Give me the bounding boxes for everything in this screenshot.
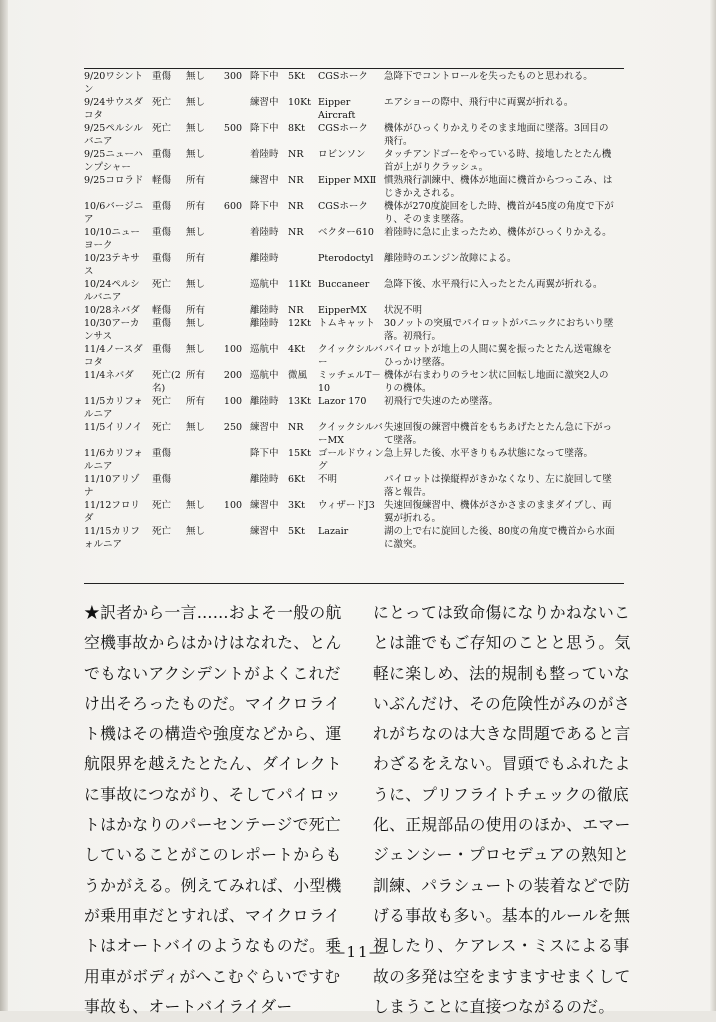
accident-ownership: 所有 <box>186 201 206 212</box>
accident-row <box>84 252 626 278</box>
accident-date: 10/30アーカンサス <box>84 318 140 342</box>
accident-phase: 着陸時 <box>250 227 279 238</box>
accident-phase: 着陸時 <box>250 149 279 160</box>
accident-wind: 微風 <box>288 370 308 381</box>
accident-altitude: 100 <box>223 500 243 511</box>
accident-result: 軽傷 <box>152 175 172 186</box>
accident-note: 慣熟飛行訓練中、機体が地面に機首からつっこみ、はじきかえされる。 <box>384 175 613 199</box>
accident-note: 機体がひっくりかえりそのまま地面に墜落。3回目の飛行。 <box>384 123 609 147</box>
accident-row <box>84 395 626 421</box>
accident-note: 離陸時のエンジン故障による。 <box>384 253 517 264</box>
accident-note: 急上昇した後、水平きりもみ状態になって墜落。 <box>384 448 594 459</box>
accident-date: 11/4ネバダ <box>84 370 134 381</box>
accident-phase: 巡航中 <box>250 344 279 355</box>
accident-result: 重傷 <box>152 318 172 329</box>
accident-result: 重傷 <box>152 474 172 485</box>
accident-ownership: 所有 <box>186 253 206 264</box>
accident-result: 死亡 <box>152 500 172 511</box>
accident-note: 失速回復練習中、機体がさかさまのままダイブし、両翼が折れる。 <box>384 500 612 524</box>
accident-phase: 練習中 <box>250 175 279 186</box>
commentary-right-text: にとっては致命傷になりかねないことは誰でもご存知のことと思う。気軽に楽しめ、法的規制も整っていないぶんだけ、その危険性がみのがされがちなのは大きな問題であると言わざるをえない。冒頭でもふれたように、プリフライトチェックの徹底化、正規部品の使用のほか、エマージェンシー・プロセデュアの熟知と訓練、パラシュートの装着などで防げる事故も多い。基本的ルールを無視したり、ケアレス・ミスによる事故の多発は空をますますせまくしてしまうことに直接つながるのだ。 <box>373 603 631 1016</box>
accident-row <box>84 473 626 499</box>
accident-date: 10/10ニューヨーク <box>84 227 140 251</box>
accident-note: 機体が右まわりのラセン状に回転し地面に激突2人のりの機体。 <box>384 370 609 394</box>
accident-row <box>84 343 626 369</box>
accident-aircraft: ベクター610 <box>318 227 374 238</box>
accident-result: 死亡 <box>152 97 172 108</box>
accident-aircraft: CGSホーク <box>318 123 368 134</box>
accident-row <box>84 447 626 473</box>
accident-date: 10/28ネバダ <box>84 305 140 316</box>
accident-note: パイロットが地上の人間に翼を振ったとたん送電線をひっかけ墜落。 <box>384 344 612 368</box>
accident-wind: 6Kt <box>288 474 305 485</box>
accident-result: 重傷 <box>152 227 172 238</box>
accident-wind: NR <box>288 149 304 160</box>
accident-aircraft: ミッチェルT－10 <box>318 370 381 394</box>
accident-date: 9/25コロラド <box>84 175 144 186</box>
accident-phase: 降下中 <box>250 123 279 134</box>
accident-date: 10/6バージニア <box>84 201 144 225</box>
accident-ownership: 無し <box>186 318 206 329</box>
accident-aircraft: ゴールドウィング <box>318 448 384 472</box>
accident-altitude: 600 <box>223 201 243 212</box>
accident-aircraft: EipperMX <box>318 305 367 316</box>
accident-ownership: 所有 <box>186 175 206 186</box>
accident-row <box>84 499 626 525</box>
accident-date: 11/5カリフォルニア <box>84 396 143 420</box>
accident-result: 死亡 <box>152 526 172 537</box>
accident-aircraft: クイックシルバーMX <box>318 422 383 446</box>
accident-result: 重傷 <box>152 149 172 160</box>
accident-aircraft: CGSホーク <box>318 71 368 82</box>
accident-result: 重傷 <box>152 71 172 82</box>
accident-note: 急降下でコントロールを失ったものと思われる。 <box>384 71 593 82</box>
accident-note: 湖の上で右に旋回した後、80度の角度で機首から水面に激突。 <box>384 526 615 550</box>
accident-ownership: 無し <box>186 526 206 537</box>
accident-note: パイロットは操縦桿がきかなくなり、左に旋回して墜落と報告。 <box>384 474 612 498</box>
accident-altitude: 250 <box>223 422 243 433</box>
accident-aircraft: ウィザードJ3 <box>318 500 375 511</box>
page-number: ―11― <box>329 943 387 961</box>
accident-ownership: 所有 <box>186 305 206 316</box>
accident-row <box>84 122 626 148</box>
accident-note: 30ノットの突風でパイロットがパニックにおちいり墜落。初飛行。 <box>384 318 614 342</box>
accident-note: 状況不明 <box>384 305 423 316</box>
accident-phase: 降下中 <box>250 448 279 459</box>
accident-altitude: 100 <box>223 396 243 407</box>
accident-phase: 離陸時 <box>250 305 279 316</box>
accident-result: 死亡 <box>152 123 172 134</box>
accident-wind: NR <box>288 422 304 433</box>
accident-phase: 練習中 <box>250 526 279 537</box>
accident-result: 重傷 <box>152 344 172 355</box>
accident-date: 10/24ペルシルバニア <box>84 279 140 303</box>
accident-aircraft: Eipper Aircraft <box>318 97 356 121</box>
accident-row <box>84 174 626 200</box>
accident-row <box>84 304 626 317</box>
star-icon: ★ <box>84 603 101 622</box>
accident-date: 9/20ワシントン <box>84 71 144 95</box>
accident-date: 9/25ペルシルバニア <box>84 123 143 147</box>
commentary-left-text: 訳者から一言……およそ一般の航空機事故からはかけはなれた、とんでもないアクシデントがよくこれだけ出そろったものだ。マイクロライト機はその構造や強度などから、運航限界を越えたとたん、ダイレクトに事故につながり、そしてパイロットはかなりのパーセンテージで死亡していることがこのレポートからもうかがえる。例えてみれば、小型機が乗用車だとすれば、マイクロライトはオートバイのようなものだ。乗用車がボディがへこむぐらいですむ事故も、オートバイライダー <box>84 603 342 1016</box>
accident-aircraft: クイックシルバー <box>318 344 383 368</box>
accident-row <box>84 226 626 252</box>
accident-wind: 13Kt <box>288 396 312 407</box>
accident-wind: NR <box>288 175 304 186</box>
accident-wind: 3Kt <box>288 500 305 511</box>
accident-result: 死亡 <box>152 422 172 433</box>
accident-ownership: 無し <box>186 279 206 290</box>
accident-ownership: 無し <box>186 97 206 108</box>
accident-note: エアショーの際中、飛行中に両翼が折れる。 <box>384 97 574 108</box>
accident-result: 重傷 <box>152 448 172 459</box>
accident-note: タッチアンドゴーをやっている時、接地したとたん機首が上がりクラッシュ。 <box>384 149 612 173</box>
accident-wind: 5Kt <box>288 71 305 82</box>
accident-phase: 降下中 <box>250 201 279 212</box>
accident-aircraft: Pterodoctyl <box>318 253 374 264</box>
accident-date: 10/23テキサス <box>84 253 140 277</box>
accident-wind: 12Kt <box>288 318 312 329</box>
accident-wind: NR <box>288 305 304 316</box>
accident-row <box>84 70 626 96</box>
accident-date: 9/24サウスダコタ <box>84 97 144 121</box>
accident-result: 死亡 <box>152 396 172 407</box>
accident-aircraft: 不明 <box>318 474 338 485</box>
accident-phase: 離陸時 <box>250 396 279 407</box>
accident-altitude: 200 <box>223 370 243 381</box>
accident-result: 死亡(2名) <box>152 370 181 394</box>
accident-aircraft: トムキャット <box>318 318 376 329</box>
accident-row <box>84 96 626 122</box>
accident-wind: NR <box>288 227 304 238</box>
accident-note: 失速回復の練習中機首をもちあげたとたん急に下がって墜落。 <box>384 422 613 446</box>
accident-phase: 離陸時 <box>250 318 279 329</box>
page-edge-shadow <box>0 0 8 1011</box>
accident-aircraft: Buccaneer <box>318 279 370 290</box>
accident-ownership: 無し <box>186 123 206 134</box>
accident-wind: 8Kt <box>288 123 305 134</box>
accident-result: 重傷 <box>152 201 172 212</box>
accident-wind: 4Kt <box>288 344 305 355</box>
accident-phase: 降下中 <box>250 71 279 82</box>
accident-phase: 巡航中 <box>250 279 279 290</box>
accident-wind: 15Kt <box>288 448 312 459</box>
accident-ownership: 無し <box>186 422 206 433</box>
accident-aircraft: Lazair <box>318 526 349 537</box>
accident-note: 初飛行で失速のため墜落。 <box>384 396 499 407</box>
accident-row <box>84 148 626 174</box>
accident-ownership: 無し <box>186 344 206 355</box>
accident-altitude: 100 <box>223 344 243 355</box>
accident-aircraft: CGSホーク <box>318 201 368 212</box>
accident-phase: 練習中 <box>250 422 279 433</box>
accident-phase: 離陸時 <box>250 474 279 485</box>
accident-altitude: 300 <box>223 71 243 82</box>
accident-date: 11/12フロリダ <box>84 500 140 524</box>
accident-row <box>84 317 626 343</box>
accident-ownership: 無し <box>186 500 206 511</box>
accident-row <box>84 278 626 304</box>
accident-wind: NR <box>288 201 304 212</box>
accident-aircraft: Lazor 170 <box>318 396 367 407</box>
accident-phase: 練習中 <box>250 97 279 108</box>
accident-date: 11/10アリゾナ <box>84 474 140 498</box>
accident-wind: 11Kt <box>288 279 312 290</box>
accident-phase: 離陸時 <box>250 253 279 264</box>
accident-ownership: 所有 <box>186 396 206 407</box>
accident-date: 11/6カリフォルニア <box>84 448 143 472</box>
accident-table <box>84 70 626 551</box>
accident-row <box>84 200 626 226</box>
accident-date: 9/25ニューハンプシャー <box>84 149 143 173</box>
accident-wind: 10Kt <box>288 97 312 108</box>
accident-result: 死亡 <box>152 279 172 290</box>
accident-result: 軽傷 <box>152 305 172 316</box>
accident-ownership: 無し <box>186 71 206 82</box>
table-bottom-rule <box>84 583 624 584</box>
accident-phase: 練習中 <box>250 500 279 511</box>
accident-wind: 5Kt <box>288 526 305 537</box>
accident-row <box>84 421 626 447</box>
accident-altitude: 500 <box>223 123 243 134</box>
table-top-rule <box>84 68 624 69</box>
page-edge-shadow-right <box>710 0 716 1011</box>
accident-date: 11/15カリフォルニア <box>84 526 140 550</box>
accident-row <box>84 369 626 395</box>
accident-ownership: 無し <box>186 227 206 238</box>
accident-ownership: 無し <box>186 149 206 160</box>
accident-phase: 巡航中 <box>250 370 279 381</box>
accident-aircraft: ロビンソン <box>318 149 366 160</box>
accident-date: 11/4ノースダコタ <box>84 344 143 368</box>
accident-date: 11/5イリノイ <box>84 422 143 433</box>
accident-aircraft: Eipper MXⅡ <box>318 175 377 186</box>
accident-result: 重傷 <box>152 253 172 264</box>
accident-note: 着陸時に急に止まったため、機体がひっくりかえる。 <box>384 227 612 238</box>
accident-note: 機体が270度旋回をした時、機首が45度の角度で下がり、そのまま墜落。 <box>384 201 614 225</box>
accident-ownership: 所有 <box>186 370 206 381</box>
accident-row <box>84 525 626 551</box>
accident-note: 急降下後、水平飛行に入ったとたん両翼が折れる。 <box>384 279 603 290</box>
